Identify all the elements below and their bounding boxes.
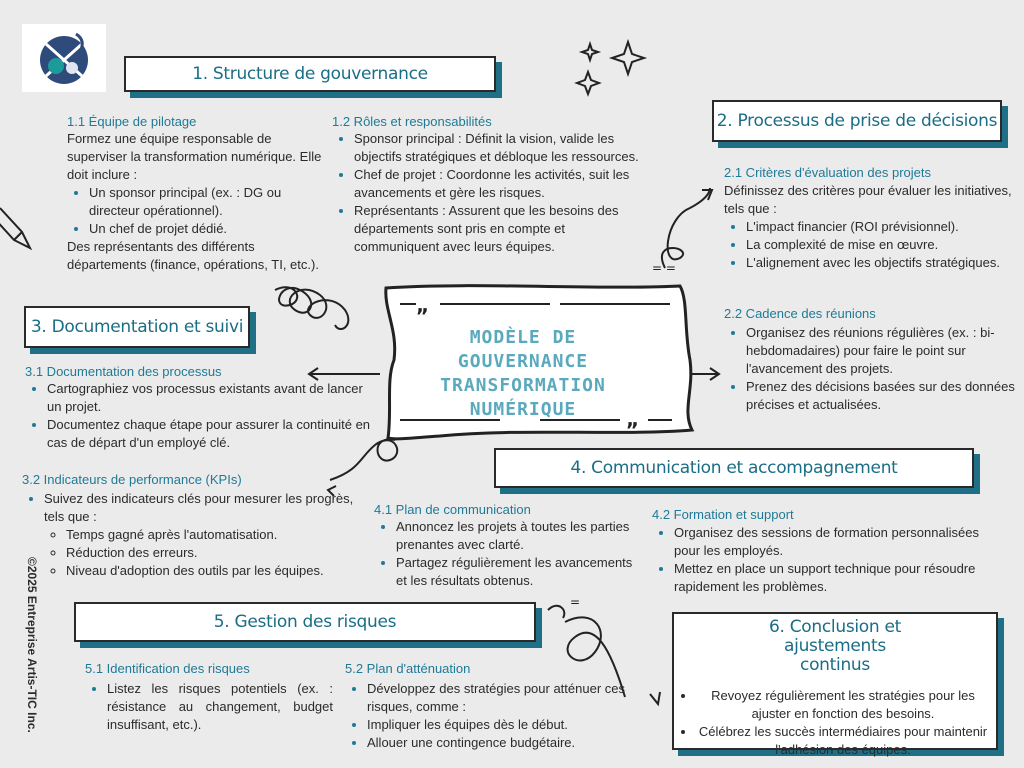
section-2-2-title: 2.2 Cadence des réunions: [724, 306, 876, 321]
list-item: • Cartographiez vos processus existants avant de lancer un projet.: [47, 380, 375, 416]
main-title: [400, 326, 646, 422]
section-4-1-body: [374, 518, 638, 590]
section-5-header: 5. Gestion des risques: [74, 602, 536, 642]
list-item: • Allouer une contingence budgétaire.: [367, 734, 635, 752]
list-item: • Développez des stratégies pour atténuer ces risques, comme :: [367, 680, 635, 716]
section-3-header: 3. Documentation et suivi: [24, 306, 250, 348]
list-item: • Impliquer les équipes dès le début.: [367, 716, 635, 734]
section-5-1-body: [85, 680, 333, 734]
title-line-1: MODÈLE DE GOUVERNANCE: [457, 327, 589, 372]
list-item: • Sponsor principal : Définit la vision, valide les objectifs stratégiques et débloque les ressources.: [354, 130, 650, 166]
section-4-2-body: [652, 524, 992, 596]
section-6-body: [678, 687, 990, 759]
section-3-2-intro: Suivez des indicateurs clés pour mesurer les progrès, tels que :: [44, 491, 354, 524]
svg-text:= =: = =: [652, 261, 676, 275]
list-item: [44, 490, 354, 580]
sparkle-icon: [577, 72, 599, 94]
list-item: • Listez les risques potentiels (ex. : résistance au changement, budget insuffisant, etc.).: [107, 680, 333, 734]
list-item: • Documentez chaque étape pour assurer la continuité en cas de départ d'un employé clé.: [47, 416, 375, 452]
section-2-1-intro: Définissez des critères pour évaluer les initiatives, tels que :: [724, 183, 1012, 216]
section-4-1-title: 4.1 Plan de communication: [374, 502, 531, 517]
list-item: • L'alignement avec les objectifs stratégiques.: [746, 254, 1016, 272]
copyright: ©2025 Entreprise Artis-TIC Inc.: [25, 557, 39, 733]
list-item: • Prenez des décisions basées sur des données précises et actualisées.: [746, 378, 1016, 414]
svg-text:„: „: [626, 407, 640, 431]
list-item: • Mettez en place un support technique pour résoudre rapidement les problèmes.: [674, 560, 992, 596]
list-item: • Un chef de projet dédié.: [89, 220, 327, 238]
section-2-2-body: [724, 324, 1016, 414]
svg-text:=: =: [570, 595, 581, 609]
section-1-1-intro: Formez une équipe responsable de superviser la transformation numérique. Elle doit inclure :: [67, 131, 322, 182]
pencil-icon: [0, 208, 30, 248]
section-1-2-title: 1.2 Rôles et responsabilités: [332, 114, 492, 129]
section-2-header: 2. Processus de prise de décisions: [712, 100, 1002, 142]
section-1-1-outro: Des représentants des différents départements (finance, opérations, TI, etc.).: [67, 239, 319, 272]
section-1-1-title: 1.1 Équipe de pilotage: [67, 114, 197, 129]
title-line-3: NUMÉRIQUE: [469, 399, 577, 420]
section-4-2-title: 4.2 Formation et support: [652, 507, 794, 522]
section-6-box: [672, 612, 998, 757]
section-3-1-body: [25, 380, 375, 452]
loop-arrow: [662, 188, 710, 268]
section-1-2-body: [332, 130, 650, 256]
sparkle-icon: [612, 42, 644, 74]
sparkle-icon: [582, 44, 598, 60]
list-item: ◦ Niveau d'adoption des outils par les équipes.: [66, 562, 354, 580]
list-item: • Organisez des réunions régulières (ex. : bi-hebdomadaires) pour faire le point sur l'avancement des projets.: [746, 324, 1016, 378]
list-item: • Un sponsor principal (ex. : DG ou directeur opérationnel).: [89, 184, 327, 220]
list-item: ◦ Temps gagné après l'automatisation.: [66, 526, 354, 544]
list-item: • Chef de projet : Coordonne les activités, suit les avancements et gère les risques.: [354, 166, 650, 202]
title-line-2: TRANSFORMATION: [440, 375, 606, 396]
svg-text:„: „: [416, 293, 430, 317]
list-item: • Revoyez régulièrement les stratégies pour les ajuster en fonction des besoins.: [696, 687, 990, 723]
section-4-header: 4. Communication et accompagnement: [494, 448, 974, 488]
section-5-2-body: [345, 680, 635, 752]
section-5-2-title: 5.2 Plan d'atténuation: [345, 661, 471, 676]
section-2-1-body: [724, 182, 1016, 272]
section-5-1-title: 5.1 Identification des risques: [85, 661, 250, 676]
list-item: • L'impact financier (ROI prévisionnel).: [746, 218, 1016, 236]
list-item: • La complexité de mise en œuvre.: [746, 236, 1016, 254]
list-item: ◦ Réduction des erreurs.: [66, 544, 354, 562]
section-2-1-title: 2.1 Critères d'évaluation des projets: [724, 165, 931, 180]
list-item: • Partagez régulièrement les avancements et les résultats obtenus.: [396, 554, 638, 590]
list-item: • Annoncez les projets à toutes les parties prenantes avec clarté.: [396, 518, 638, 554]
section-3-1-title: 3.1 Documentation des processus: [25, 364, 222, 379]
section-1-header: 1. Structure de gouvernance: [124, 56, 496, 92]
section-1-1-body: [67, 130, 327, 274]
section-3-2-body: [22, 490, 354, 580]
list-item: • Organisez des sessions de formation personnalisées pour les employés.: [674, 524, 992, 560]
list-item: • Représentants : Assurent que les besoins des départements sont pris en compte et communiquent avec leurs équipes.: [354, 202, 650, 256]
spring-icon: [275, 287, 348, 329]
section-6-header: 6. Conclusion et ajustements continus: [769, 617, 901, 675]
section-3-2-title: 3.2 Indicateurs de performance (KPIs): [22, 472, 242, 487]
list-item: • Célébrez les succès intermédiaires pour maintenir l'adhésion des équipes.: [696, 723, 990, 759]
